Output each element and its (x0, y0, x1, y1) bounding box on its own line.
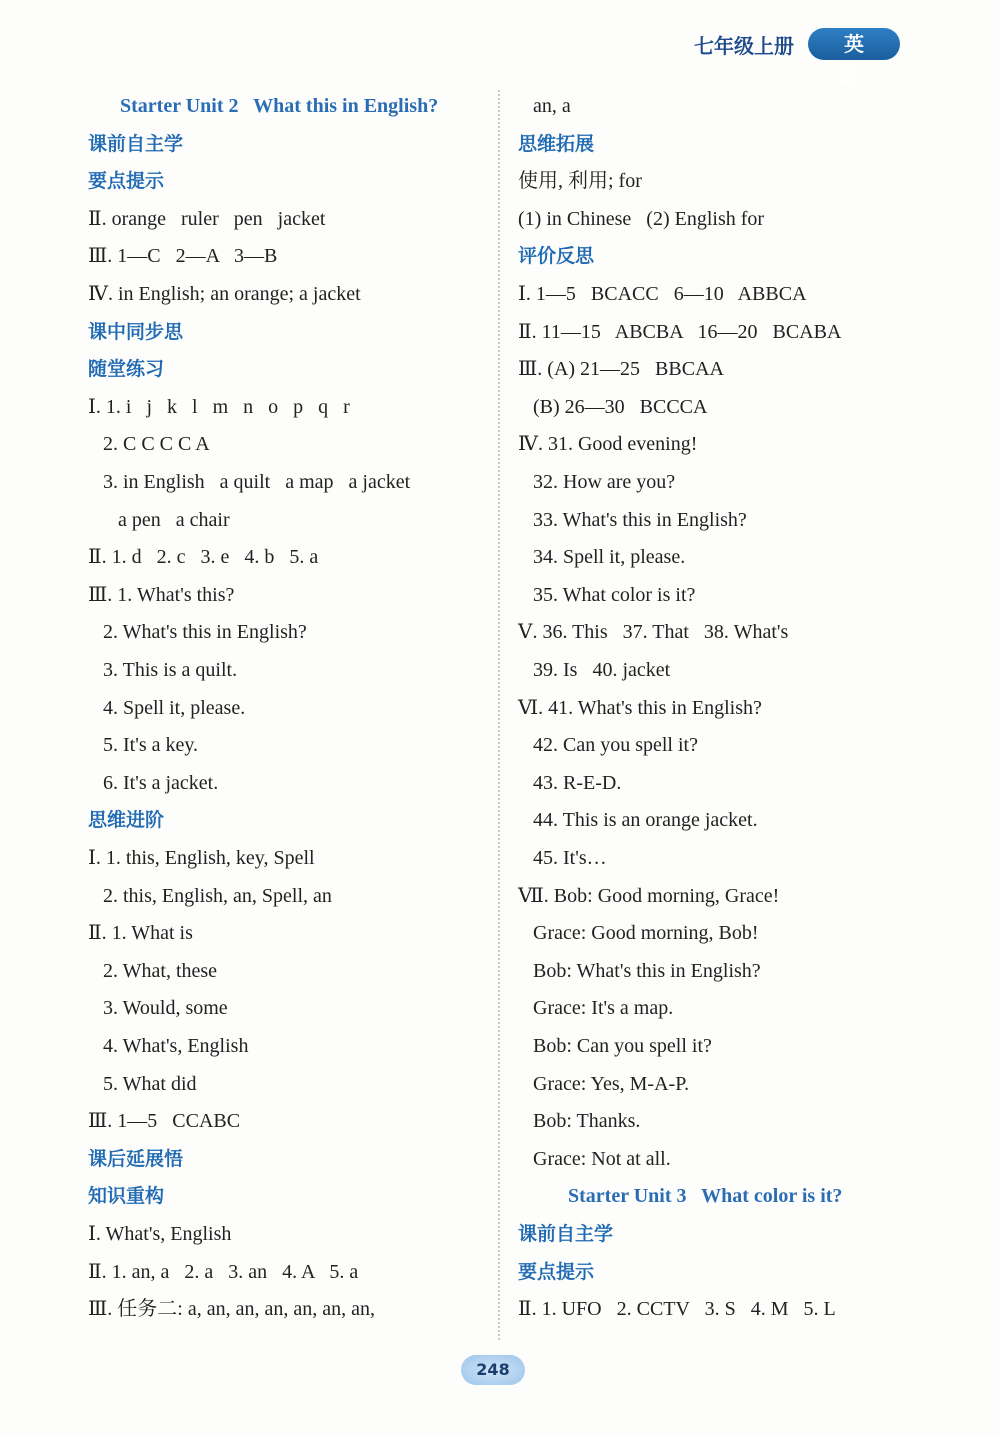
answer-line: Ⅱ. 1. UFO 2. CCTV 3. S 4. M 5. L (518, 1298, 836, 1321)
answer-line: 4. What's, English (88, 1035, 249, 1057)
answer-line: Bob: Can you spell it? (518, 1035, 712, 1057)
answer-line: Ⅱ. orange ruler pen jacket (88, 207, 326, 230)
section-heading: 课中同步思 (88, 320, 184, 343)
answer-line: 2. What's this in English? (88, 621, 307, 644)
answer-line: 44. This is an orange jacket. (518, 809, 758, 832)
answer-line: 4. Spell it, please. (88, 696, 246, 719)
section-heading: 思维进阶 (88, 809, 165, 832)
section-heading: 课后延展悟 (88, 1147, 184, 1170)
header-title: 七年级上册 (694, 34, 794, 58)
answer-line: 3. This is a quilt. (88, 659, 238, 681)
column-divider (498, 90, 500, 1340)
answer-line: Ⅳ. 31. Good evening! (518, 433, 698, 456)
answer-line: Ⅱ. 1. d 2. c 3. e 4. b 5. a (88, 546, 319, 569)
answer-line: Ⅲ. 任务二: a, an, an, an, an, an, an, (88, 1298, 375, 1321)
answer-line: an, a (518, 95, 571, 117)
answer-line: (1) in Chinese (2) English for (518, 207, 765, 230)
answer-line: 45. It's… (518, 847, 607, 869)
answer-line: Grace: Good morning, Bob! (518, 922, 759, 945)
section-heading: 思维拓展 (518, 132, 595, 155)
unit-title: Starter Unit 2 What this in English? (120, 95, 439, 117)
answer-line: Ⅲ. 1—5 CCABC (88, 1110, 241, 1133)
answer-line: Ⅱ. 1. an, a 2. a 3. an 4. A 5. a (88, 1260, 359, 1283)
answer-line: Grace: Yes, M-A-P. (518, 1072, 690, 1095)
answer-line: 35. What color is it? (518, 583, 696, 606)
answer-line: Ⅲ. (A) 21—25 BBCAA (518, 358, 724, 381)
answer-line: Ⅶ. Bob: Good morning, Grace! (518, 884, 780, 907)
answer-line: 34. Spell it, please. (518, 546, 686, 569)
unit-title: Starter Unit 3 What color is it? (568, 1185, 843, 1208)
answer-line: Grace: Not at all. (518, 1147, 671, 1170)
section-heading: 要点提示 (518, 1260, 595, 1283)
answer-line: (B) 26—30 BCCCA (518, 395, 708, 418)
subject-badge: 英 语 (808, 28, 900, 60)
answer-line: 6. It's a jacket. (88, 771, 219, 794)
answer-line: 3. Would, some (88, 997, 228, 1020)
answer-line: 33. What's this in English? (518, 508, 747, 531)
answer-line: Ⅰ. 1. i j k l m n o p q r (88, 395, 350, 418)
answer-line: 5. What did (88, 1072, 197, 1095)
section-heading: 要点提示 (88, 170, 165, 193)
answer-line: Ⅵ. 41. What's this in English? (518, 696, 762, 719)
section-heading: 评价反思 (518, 245, 595, 268)
answer-line: Bob: What's this in English? (518, 959, 761, 982)
page-number: 248 (461, 1355, 525, 1385)
answer-line: 42. Can you spell it? (518, 734, 698, 757)
answer-line: Ⅰ. What's, English (88, 1223, 232, 1245)
answer-line: 5. It's a key. (88, 734, 199, 757)
answer-line: Ⅱ. 1. What is (88, 922, 193, 945)
answer-line: 32. How are you? (518, 471, 676, 493)
answer-line: Ⅲ. 1—C 2—A 3—B (88, 245, 278, 268)
answer-line: 2. What, these (88, 959, 218, 982)
answer-line: Ⅱ. 11—15 ABCBA 16—20 BCABA (518, 320, 842, 343)
answer-line: 3. in English a quilt a map a jacket (88, 471, 411, 493)
section-heading: 课前自主学 (88, 132, 184, 155)
answer-line: 39. Is 40. jacket (518, 659, 671, 681)
answer-line: Ⅳ. in English; an orange; a jacket (88, 283, 361, 305)
answer-line: Ⅰ. 1—5 BCACC 6—10 ABBCA (518, 283, 807, 305)
section-heading: 随堂练习 (88, 358, 165, 381)
answer-line: 2. this, English, an, Spell, an (88, 884, 332, 907)
answer-line: 2. C C C C A (88, 433, 210, 456)
answer-line: Ⅴ. 36. This 37. That 38. What's (518, 621, 789, 644)
answer-line: Bob: Thanks. (518, 1110, 641, 1133)
section-heading: 知识重构 (88, 1185, 165, 1208)
answer-line: 使用, 利用; for (518, 170, 642, 193)
answer-line: 43. R-E-D. (518, 771, 622, 794)
answer-line: Ⅰ. 1. this, English, key, Spell (88, 847, 315, 869)
answer-line: a pen a chair (88, 508, 230, 531)
answer-line: Grace: It's a map. (518, 997, 674, 1020)
section-heading: 课前自主学 (518, 1223, 614, 1245)
answer-line: Ⅲ. 1. What's this? (88, 583, 235, 606)
